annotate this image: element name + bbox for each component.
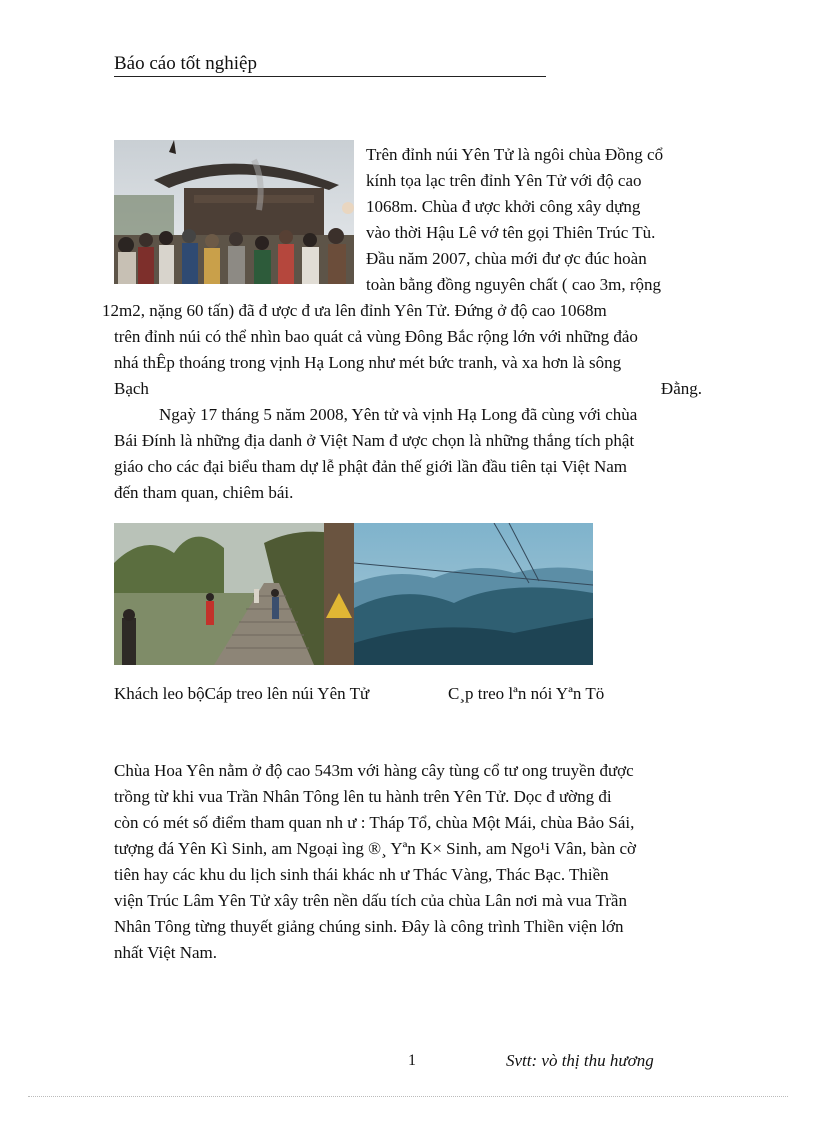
third-paragraph xyxy=(114,758,702,966)
para2-line: Ngaỳ 17 tháng 5 năm 2008, Yên tử và vịnh Hạ Long đã cùng với chùa xyxy=(159,405,638,424)
para2-line: giáo cho các đại biểu tham dự lễ phật đản thế giới lần đầu tiên tại Việt Nam xyxy=(114,457,628,476)
para2-line: đến tham quan, chiêm bái. xyxy=(114,483,294,502)
para3-line: Nhân Tông từng thuyết giảng chúng sinh. Đây là công trình Thiền viện lớn xyxy=(114,917,624,936)
intro-line: nhá thÊp thoáng trong vịnh Hạ Long như mét bức tranh, và xa hơn là sông xyxy=(114,353,622,372)
footer-author: Svtt: vò thị thu hương xyxy=(506,1051,654,1070)
stairs-photo xyxy=(114,523,354,665)
page-bottom-divider xyxy=(28,1096,788,1097)
intro-line: kính tọa lạc trên đỉnh Yên Tử với độ cao xyxy=(366,171,642,190)
para3-line: viện Trúc Lâm Yên Tử xây trên nền dấu tích của chùa Lân nơi mà vua Trần xyxy=(114,891,627,910)
intro-line: toàn bằng đồng nguyên chất ( cao 3m, rộng xyxy=(366,275,662,294)
para3-line: tượng đá Yên Kì Sinh, am Ngoại ìng ®¸ Yªn K× Sinh, am Ngo¹i Vân, bàn cờ xyxy=(114,839,637,858)
para3-line: còn có mét số điểm tham quan nh ư : Tháp Tổ, chùa Một Mái, chùa Bảo Sái, xyxy=(114,813,635,832)
page-number: 1 xyxy=(408,1052,416,1069)
intro-line: 1068m. Chùa đ ược khởi công xây dựng xyxy=(366,197,641,216)
intro-line: trên đỉnh núi có thể nhìn bao quát cả vùng Đông Bắc rộng lớn với những đảo xyxy=(114,327,638,346)
second-paragraph xyxy=(114,402,702,506)
intro-line: vào thời Hậu Lê vớ tên gọi Thiên Trúc Tù. xyxy=(366,223,656,242)
intro-line: Đầu năm 2007, chùa mới đư ợc đúc hoàn xyxy=(366,249,647,268)
para3-line: tiên hay các khu du lịch sinh thái khác nh ư Thác Vàng, Thác Bạc. Thiền xyxy=(114,865,609,884)
intro-paragraph xyxy=(102,142,702,402)
intro-line: Trên đỉnh núi Yên Tử là ngôi chùa Đồng cổ xyxy=(366,145,664,164)
page-header-title: Báo cáo tốt nghiệp xyxy=(114,52,546,77)
intro-line: 12m2, nặng 60 tấn) đã đ ược đ ưa lên đỉnh Yên Tử. Đứng ở độ cao 1068m xyxy=(102,301,607,320)
para3-line: Chùa Hoa Yên nằm ở độ cao 543m với hàng cây tùng cổ tư ong truyền được xyxy=(114,761,634,780)
cable-car-photo xyxy=(354,523,593,665)
caption-left: Khách leo bộCáp treo lên núi Yên Tử xyxy=(114,684,370,703)
para3-line: nhất Việt Nam. xyxy=(114,943,218,962)
caption-right: C¸p treo lªn nói Yªn Tö xyxy=(448,684,605,703)
intro-last-left: Bạch xyxy=(114,379,149,398)
para3-line: trồng từ khi vua Trần Nhân Tông lên tu hành trên Yên Tử. Dọc đ ường đi xyxy=(114,787,612,806)
intro-last-right: Đằng. xyxy=(660,379,702,398)
para2-line: Bái Đính là những địa danh ở Việt Nam đ ược chọn là những thắng tích phật xyxy=(114,431,635,450)
